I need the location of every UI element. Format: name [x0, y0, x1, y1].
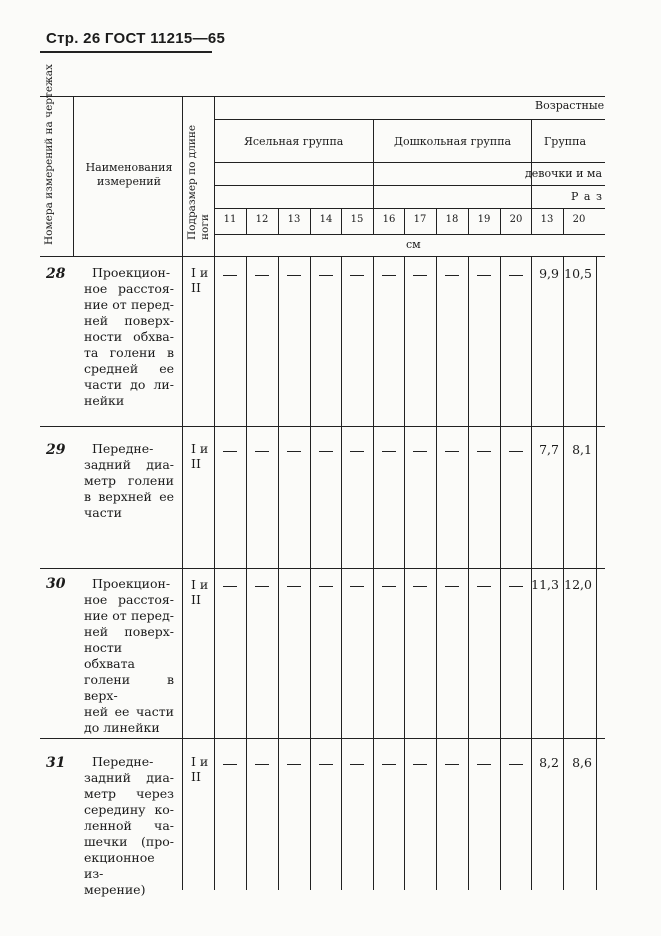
- grid-line: [246, 256, 247, 890]
- col-size-num: 15: [350, 214, 364, 225]
- grid-line: [214, 208, 605, 209]
- empty-cell-dash: [287, 586, 301, 587]
- empty-cell-dash: [445, 764, 459, 765]
- grid-line: [214, 234, 605, 235]
- desc-line: мерение): [84, 882, 146, 897]
- col-size-num: 17: [413, 214, 427, 225]
- unit-label: см: [406, 238, 421, 251]
- grid-line: [73, 96, 74, 256]
- size-label: Р а з: [571, 190, 603, 203]
- row-number: 30: [46, 576, 66, 592]
- empty-cell-dash: [319, 275, 333, 276]
- empty-cell-dash: [223, 764, 237, 765]
- empty-cell-dash: [509, 275, 523, 276]
- desc-line: задний диа-: [84, 770, 174, 785]
- grid-line: [563, 256, 564, 890]
- desc-line: екционное из-: [84, 850, 155, 881]
- grid-line: [214, 162, 605, 163]
- desc-line: ности обхва-: [84, 329, 174, 344]
- desc-line: Передне-: [92, 441, 154, 456]
- col-size-num: 18: [445, 214, 459, 225]
- desc-line: Проекцион-: [92, 576, 171, 591]
- age-header: Возрастные: [535, 99, 605, 112]
- empty-cell-dash: [223, 451, 237, 452]
- empty-cell-dash: [319, 451, 333, 452]
- desc-line: ние от перед-: [84, 608, 174, 623]
- empty-cell-dash: [223, 275, 237, 276]
- value-cell: 8,1: [572, 442, 592, 457]
- desc-line: середину ко-: [84, 802, 174, 817]
- group-nursery: Ясельная группа: [244, 135, 344, 148]
- header-rule: [40, 51, 212, 53]
- desc-line: метр голени: [84, 473, 174, 488]
- col-size-header: Подразмер по длине ноги: [186, 124, 211, 240]
- empty-cell-dash: [350, 764, 364, 765]
- grid-line: [404, 256, 405, 890]
- row-description: [84, 576, 174, 736]
- empty-cell-dash: [413, 586, 427, 587]
- empty-cell-dash: [477, 586, 491, 587]
- row-size: [191, 265, 211, 295]
- grid-line: [341, 256, 342, 890]
- empty-cell-dash: [509, 586, 523, 587]
- empty-cell-dash: [509, 451, 523, 452]
- grid-line: [40, 738, 605, 739]
- col-size-num: 14: [319, 214, 333, 225]
- empty-cell-dash: [255, 764, 269, 765]
- empty-cell-dash: [287, 275, 301, 276]
- col-size-num: 13: [287, 214, 301, 225]
- grid-line: [40, 568, 605, 569]
- row-description: [84, 754, 174, 898]
- empty-cell-dash: [382, 586, 396, 587]
- grid-line: [40, 96, 605, 97]
- desc-line: до линейки: [84, 720, 160, 735]
- size-line: I и: [191, 265, 209, 280]
- value-cell: 12,0: [564, 577, 592, 592]
- empty-cell-dash: [350, 586, 364, 587]
- desc-line: ней поверх-: [84, 624, 174, 639]
- col-size-num: 13: [540, 214, 554, 225]
- group-third: Группа: [544, 135, 587, 148]
- desc-line: голени в верх-: [84, 672, 174, 703]
- empty-cell-dash: [382, 764, 396, 765]
- empty-cell-dash: [477, 275, 491, 276]
- group-preschool: Дошкольная группа: [394, 135, 512, 148]
- grid-line: [214, 185, 605, 186]
- value-cell: 10,5: [564, 266, 592, 281]
- desc-line: части до ли-: [84, 377, 174, 392]
- empty-cell-dash: [319, 764, 333, 765]
- page-header: Стр. 26 ГОСТ 11215—65: [46, 30, 226, 47]
- desc-line: нейки: [84, 393, 125, 408]
- row-size: [191, 754, 211, 784]
- grid-line: [500, 256, 501, 890]
- grid-line: [182, 96, 183, 890]
- col-size-num: 12: [255, 214, 269, 225]
- empty-cell-dash: [223, 586, 237, 587]
- grid-line: [436, 256, 437, 890]
- size-line: II: [191, 280, 201, 295]
- empty-cell-dash: [255, 275, 269, 276]
- grid-line: [373, 256, 374, 890]
- desc-line: в верхней ее: [84, 489, 174, 504]
- grid-line: [596, 256, 597, 890]
- size-line: I и: [191, 577, 209, 592]
- col-size-num: 20: [509, 214, 523, 225]
- grid-line: [310, 256, 311, 890]
- grid-line: [40, 426, 605, 427]
- empty-cell-dash: [319, 586, 333, 587]
- size-line: II: [191, 592, 201, 607]
- col-size-num: 16: [382, 214, 396, 225]
- size-line: I и: [191, 754, 209, 769]
- empty-cell-dash: [413, 451, 427, 452]
- empty-cell-dash: [382, 275, 396, 276]
- desc-line: ности обхвата: [84, 640, 135, 671]
- desc-line: задний диа-: [84, 457, 174, 472]
- row-size: [191, 441, 211, 471]
- empty-cell-dash: [287, 451, 301, 452]
- row-number: 28: [46, 266, 66, 282]
- desc-line: ленной ча-: [84, 818, 174, 833]
- empty-cell-dash: [382, 451, 396, 452]
- grid-line: [531, 256, 532, 890]
- desc-line: ней ее части: [84, 704, 174, 719]
- desc-line: ное расстоя-: [84, 592, 174, 607]
- desc-line: Проекцион-: [92, 265, 171, 280]
- empty-cell-dash: [509, 764, 523, 765]
- empty-cell-dash: [255, 586, 269, 587]
- desc-line: метр через: [84, 786, 174, 801]
- value-cell: 8,2: [539, 755, 559, 770]
- row-description: [84, 265, 174, 409]
- desc-line: части: [84, 505, 122, 520]
- col-size-num: 19: [477, 214, 491, 225]
- empty-cell-dash: [445, 275, 459, 276]
- value-cell: 9,9: [539, 266, 559, 281]
- col-number-header: Номера измерений на чертежах: [43, 64, 55, 245]
- subgroup-label: девочки и ма: [525, 167, 603, 180]
- col-size-num: 20: [572, 214, 586, 225]
- size-line: I и: [191, 441, 209, 456]
- desc-line: та голени в: [84, 345, 174, 360]
- row-description: [84, 441, 174, 521]
- desc-line: ное расстоя-: [84, 281, 174, 296]
- empty-cell-dash: [477, 451, 491, 452]
- size-line: II: [191, 456, 201, 471]
- col-name-header: Наименования измерений: [85, 161, 173, 188]
- desc-line: ней поверх-: [84, 313, 174, 328]
- empty-cell-dash: [413, 764, 427, 765]
- value-cell: 8,6: [572, 755, 592, 770]
- desc-line: шечки (про-: [84, 834, 174, 849]
- empty-cell-dash: [445, 451, 459, 452]
- row-number: 31: [46, 755, 66, 771]
- empty-cell-dash: [350, 275, 364, 276]
- grid-line: [214, 119, 605, 120]
- value-cell: 7,7: [539, 442, 559, 457]
- empty-cell-dash: [477, 764, 491, 765]
- empty-cell-dash: [413, 275, 427, 276]
- empty-cell-dash: [287, 764, 301, 765]
- size-line: II: [191, 769, 201, 784]
- grid-line: [40, 256, 605, 257]
- row-number: 29: [46, 442, 66, 458]
- value-cell: 11,3: [531, 577, 559, 592]
- row-size: [191, 577, 211, 607]
- col-size-num: 11: [223, 214, 237, 225]
- desc-line: ние от перед-: [84, 297, 174, 312]
- empty-cell-dash: [350, 451, 364, 452]
- desc-line: Передне-: [92, 754, 154, 769]
- grid-line: [278, 256, 279, 890]
- grid-line: [468, 256, 469, 890]
- empty-cell-dash: [255, 451, 269, 452]
- desc-line: средней ее: [84, 361, 174, 376]
- empty-cell-dash: [445, 586, 459, 587]
